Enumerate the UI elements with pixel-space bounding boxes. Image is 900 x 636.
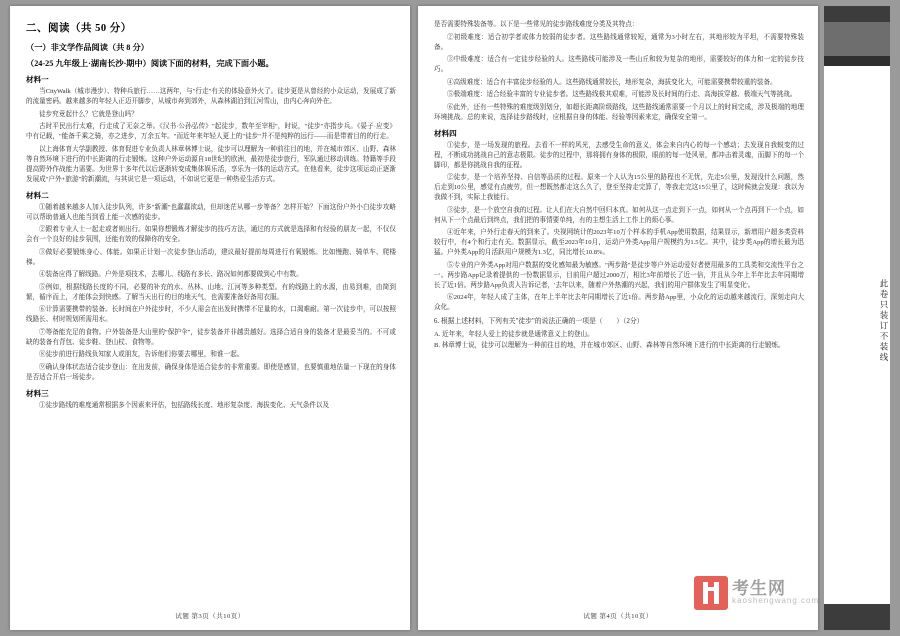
material-label-4: 材料四 bbox=[434, 128, 457, 138]
question-option: A. 近年来，年轻人爱上的徒步就是通常意义上的登山。 bbox=[434, 330, 594, 338]
section-title: 二、阅读（共 50 分） bbox=[26, 23, 132, 34]
paragraph: ⑧徒步前进行路线负知家人或朋友，告诉他们你要去哪里，和谁一起。 bbox=[39, 351, 244, 359]
strip-band-bottom bbox=[824, 604, 890, 630]
paragraph: ③徒步，是一个放空自我的过程。让人们在大自然中回归本真。如何从这一点走到下一点，如何从一个点再到下一个点，如何从下一个点最后到终点，我们把的事情要单纯，有的主想生活上工作上的烦心事。 bbox=[434, 206, 804, 224]
strip-band-mid bbox=[824, 22, 890, 56]
subsection-title: （一）非文学作品阅读（共 8 分） bbox=[26, 43, 149, 52]
paragraph: ⑥计算需要携带的装备。长时间在户外徒步时，不少人需会在出发时携带不足量的水，口渴难耐。第一次徒步中，可以按照线路长、材时规划所需用水。 bbox=[26, 306, 396, 324]
paragraph: ③中级难度：适合有一定徒步经验的人。这些路线可能涉及一些山丘和较为复杂的地形，需要较好的体力和一定的徒步技巧。 bbox=[434, 56, 804, 74]
paragraph: 以上海体育大学副教授、体育促进专业负责人林章林博士说，徒步可以理解为一种前往目的地，并在城市郊区、山野、森林等自然环境下进行的中长距离的行走锻炼。这种户外运动源自18世纪的欧洲，最初是徒步旅行，军队通过移动训练。特籍等手段提高野外作战能力需要。为世界十多年代以后逐渐转变成集体娱乐活，享乐为一体的运动方式。在他看来，徒步这项运动正逐渐发展成"户外+旅游"的新潮流，与其说它是一项运动，不如说它更是一种热爱生活方式。 bbox=[26, 145, 396, 183]
paragraph: 是否需要特殊装备等。以下是一些常见的徒步路线难度分类及其特点： bbox=[434, 21, 639, 28]
watermark-domain: kaoshengwang.com bbox=[732, 596, 820, 605]
paragraph: ④高级难度：适合有丰富徒步经验的人。这些路线通常较长，地形复杂，海拔变化大，可能需要携带较重的装备。 bbox=[447, 78, 777, 86]
paragraph: ④近年来，户外行走春天的到来了。央视网统计的2023年10万个样本的手机App使用数据，结果显示，新增用户超多类资料较行中，有4个和行走有关。数据显示，截至2023年10月，运动户外类App用户规模约为1.5亿。其中，徒步类App的增长最为迅猛。户外类App的月活跃用户规模为1.3亿，同比增长10.8%。 bbox=[434, 229, 804, 257]
paragraph: ③做好必要锻炼身心、体能。如果正计划一次徒步登山活动，建议最好提前每周进行有氧锻炼。比如慢跑、骑单车、爬楼梯。 bbox=[26, 248, 396, 266]
question-stem bbox=[434, 317, 804, 327]
source-line: （24-25 九年级上·湖南长沙·期中）阅读下面的材料，完成下面小题。 bbox=[26, 59, 274, 68]
material-label-1: 材料一 bbox=[26, 75, 49, 84]
paragraph: ⑥2024年，年轻人成了主体，在年上半年比去年同期增长了近1倍。两步路App里，小众化的运动越来越流行，深刻走向大众化。 bbox=[434, 294, 804, 312]
paragraph: ⑤专业的户外类App对用户数据的变化感知最为敏感。"两步路"是徒步等户外运动爱好者使用最多的工具类和交流性平台之一。两步路App记录着提供的一份数据显示，目前用户超过2000万，相比3年前增长了近一倍，并且从今年上半年比去年同期增长了近1倍。两步路App负责人告诉记者，'去年以来，随着户外热潮的兴起，我们的用户群体发生了明显变化'。 bbox=[434, 261, 804, 289]
binding-vertical-text: 此卷只装订不装线 bbox=[879, 279, 889, 363]
strip-band-lower bbox=[824, 56, 890, 66]
paragraph: ⑨确认身体状态适合徒步登山：在出发前，确保身体是适合徒步的非常重要。即使是感冒，也要慎重地估量一下现在的身体是否适合开启一场徒步。 bbox=[26, 363, 396, 381]
question-text: 根据上述材料，下列有关"徒步"的说法正确的一项是（ ）（2分） bbox=[440, 318, 644, 326]
brand-mark-bar bbox=[703, 587, 719, 591]
watermark-brand: 考生网 bbox=[732, 579, 786, 598]
question-option: B. 林章博士说，徒步可以理解为一种前往目的地，并在城市郊区、山野、森林等自然环境下进行的中长距离的行走锻炼。 bbox=[434, 341, 785, 349]
paragraph: 古时平民出行太难，行走成了无奈之举。《汉书·公孙弘传》"起徒步，数年至宰相"，时说，"徒步"亦指步兵。《晏子·应变》中有记载，"能备千乘之骑，亦之进步，万余五年。"而近年来年轻人更上的"徒步"并不是纯粹的远行——而是带着目的的行走。 bbox=[26, 123, 396, 141]
paragraph: ①徒步，是一场发现的旅程。去看不一样的风光，去感受生命的意义，体会来自内心的每一个感动；去发现自我蜕变的过程，不断成功挑战自己的意志极限。徒步的过程中，那将拥有身体的极限，眼前的每一处风景，都冲击着灵魂，而脚下的每一个脚印，都是你挑战自我的征程。 bbox=[434, 141, 804, 169]
paragraph: ②徒步，是一个培养坚持、自信等品质的过程。原来一个人认为15公里的路程也不无忧，先走5公里，发现没什么问题，然后走到10公里，感觉有点疲劳，但一想既然都走这么久了，登至坚持走完算了，等我走完这15公里了，这时候就会发现：我以为我做不到，实际上我能行。 bbox=[434, 174, 804, 202]
binding-strip bbox=[824, 6, 890, 630]
paragraph: ①徒步路线的难度通常根据多个因素来评估，包括路线长度、地形复杂度、海拔变化、天气条件以及 bbox=[39, 401, 330, 409]
paragraph: ④装备应得了解线路。户外是项技术，去哪儿、线路有多长、路况如何都要做到心中有数。 bbox=[39, 271, 303, 279]
scanned-page-left bbox=[10, 6, 410, 630]
paragraph: ⑦等备能充足的食物。户外装备是大山里的"保护伞"，徒步装备并非越贵越好。选择合适自身的装备才是最妥当的。不可或缺的装备有背包、徒步鞋、登山杖、食物等。 bbox=[26, 328, 396, 346]
brand-mark-icon bbox=[694, 576, 728, 610]
scanned-page-right bbox=[418, 6, 818, 630]
paragraph: 徒步究竟起什么？它就是登山吗？ bbox=[39, 110, 138, 118]
right-page-content bbox=[434, 20, 804, 600]
paragraph: ①随着越来越多人加入徒步队列，许多"新潮"也蠢蠢欲动，但却迷茫从哪一步等备？怎样开始？下面这份户外小白徒步攻略可以帮助普通人也能当到看上能一次感的徒步。 bbox=[26, 203, 396, 221]
paragraph: ②跟着专业人士一起走或者则出行。如果你想锻炼才解徒步的技巧方法，通过的方式就是选择和有经验的朋友一起，不仅仅会有一个良好的徒步氛围，还能有效的保障你的安全。 bbox=[26, 226, 396, 244]
paragraph: ②初级难度：适合初学者或体力较弱的徒步者。这些路线通常较短，通常为3小时左右，其地形较为平坦，不需要特殊装备。 bbox=[434, 33, 804, 51]
page-footer-right: 试题 第4页（共10页） bbox=[583, 613, 653, 620]
paragraph: ⑤极端难度：适合经验丰富的专业徒步者。这些路线极其艰难，可能涉及长时间的行走、高海拔穿越、极端天气等挑战。 bbox=[447, 91, 797, 99]
left-page-content bbox=[26, 20, 396, 600]
material-label-3: 材料三 bbox=[26, 388, 49, 398]
paragraph: ⑥此外，还有一些特殊的难度级别划分，如超长距离阶级路线，这些路线通常需要一个月以上的时间完成，涉及极端的地理环境挑战。总的来说，选择徒步路线时，应根据自身的体能、经验等因素来定，确保安全第一。 bbox=[434, 103, 804, 121]
paragraph: ⑤例如，根据线路长度的不同，必要的补充的水、丛林、山地、江河等多种类型。有的线路上的水源，由易到难，由简到繁，循序而上，才能体会到快感。了解当天出行的目的地天气，也需要准备好备用衣服。 bbox=[26, 283, 396, 301]
page-footer-left: 试题 第3页（共10页） bbox=[175, 613, 245, 620]
paragraph: 当CityWalk（城市漫步）、特种兵旅行……这两年，与"行走"有关的体验意外火了。徒步更是从曾经的小众运动，发展成了新的流量密码。越来越多的年轻人正迈开脚步，从城市奔到郊外，从森林湖泊到江河雪山，由内心奔向外在。 bbox=[26, 88, 396, 106]
material-label-2: 材料二 bbox=[26, 190, 49, 200]
question-number: 6. bbox=[434, 318, 440, 326]
strip-band-top bbox=[824, 6, 890, 22]
